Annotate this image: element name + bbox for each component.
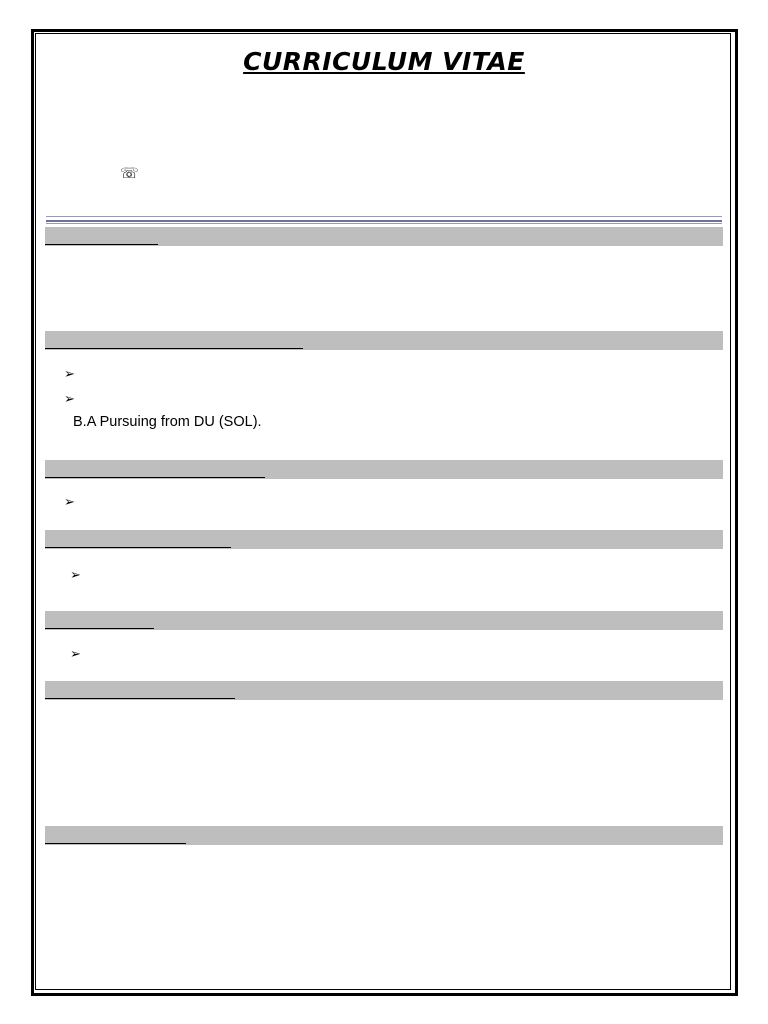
- section-heading-underline: [45, 843, 186, 844]
- bullet-arrow-icon: ➢: [64, 495, 75, 510]
- bullet-arrow-icon: ➢: [64, 392, 75, 407]
- section-heading-underline: [45, 244, 158, 245]
- page-title: CURRICULUM VITAE: [243, 47, 525, 76]
- section-heading-underline: [45, 628, 154, 629]
- section-heading-underline: [45, 698, 235, 699]
- section-header-4: [45, 530, 723, 549]
- section-header-6: [45, 681, 723, 700]
- section-header-7: [45, 826, 723, 845]
- header-divider-top: [46, 216, 722, 217]
- bullet-arrow-icon: ➢: [64, 367, 75, 382]
- section-header-2: [45, 331, 723, 350]
- education-entry: B.A Pursuing from DU (SOL).: [73, 414, 262, 430]
- header-divider-bottom: [46, 223, 722, 224]
- section-header-1: [45, 227, 723, 246]
- page-border-inner: [35, 33, 731, 990]
- section-header-5: [45, 611, 723, 630]
- phone-icon: ☏: [120, 164, 139, 182]
- bullet-arrow-icon: ➢: [70, 647, 81, 662]
- bullet-arrow-icon: ➢: [70, 568, 81, 583]
- section-heading-underline: [45, 477, 265, 478]
- section-header-3: [45, 460, 723, 479]
- header-divider-middle: [46, 220, 722, 222]
- section-heading-underline: [45, 348, 303, 349]
- section-heading-underline: [45, 547, 231, 548]
